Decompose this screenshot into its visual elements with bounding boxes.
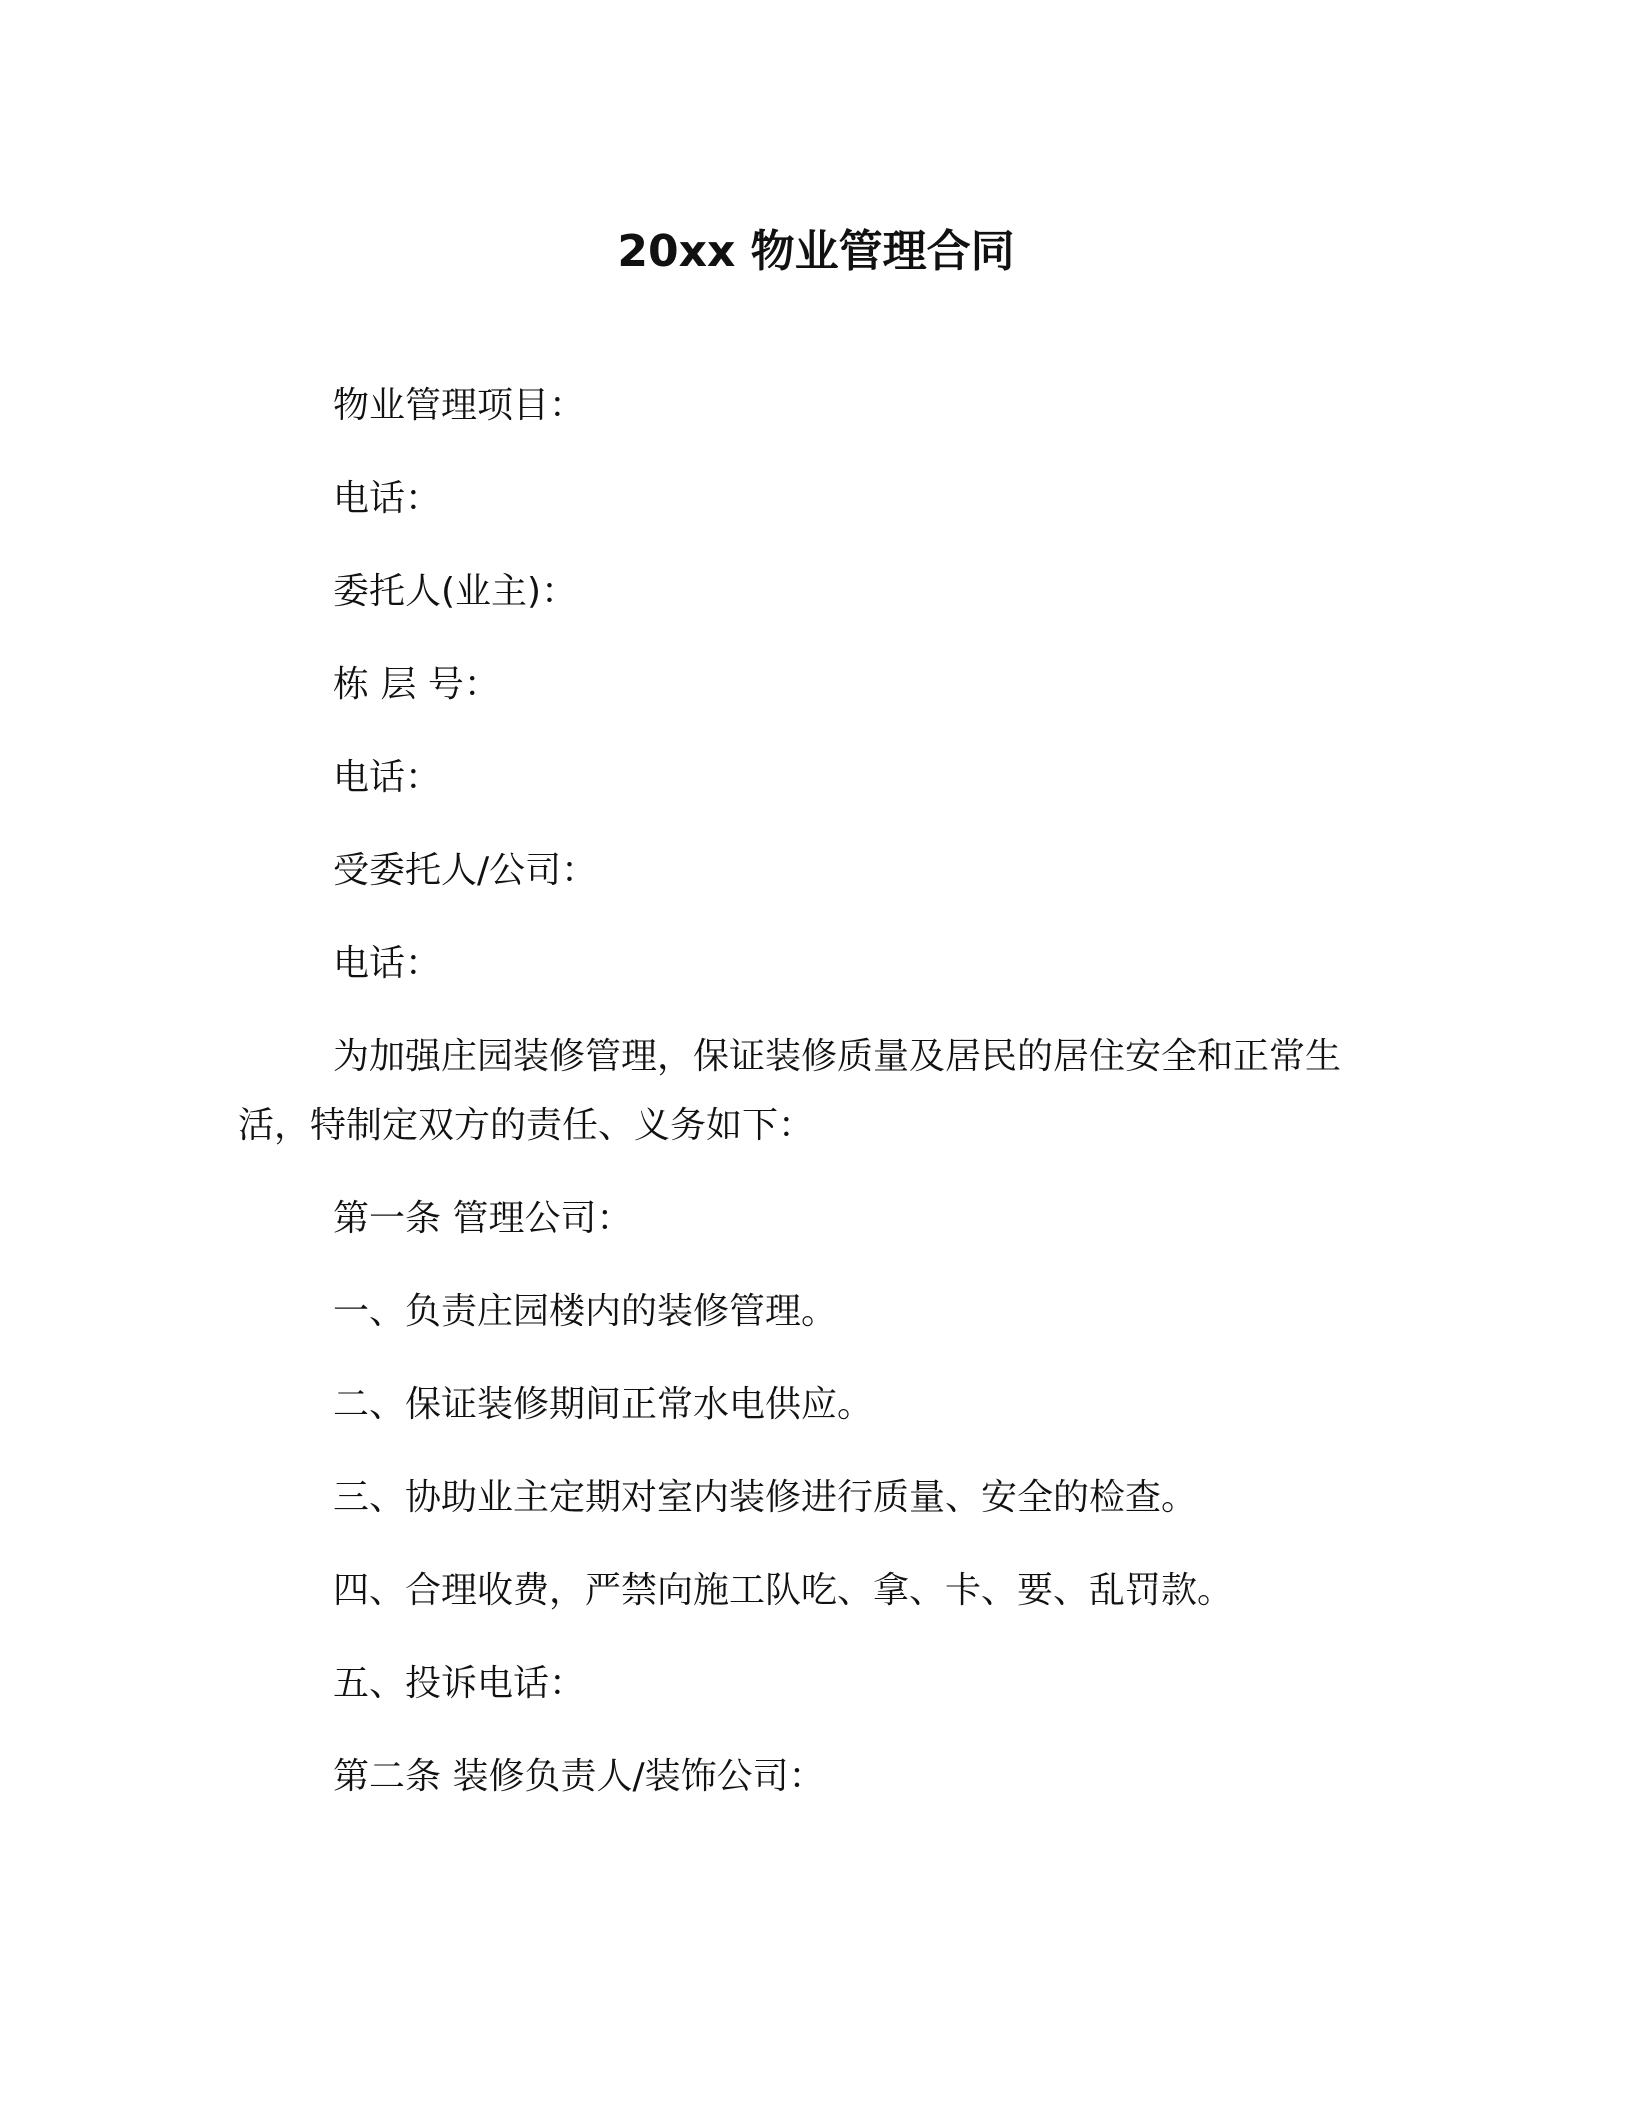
intro-paragraph-line-2: 活，特制定双方的责任、义务如下： xyxy=(238,1105,815,1146)
article-1-item-3: 三、协助业主定期对室内装修进行质量、安全的检查。 xyxy=(333,1477,1198,1518)
field-client-owner: 委托人(业主)： xyxy=(333,571,578,612)
field-property-project: 物业管理项目： xyxy=(333,385,586,426)
field-phone-2: 电话： xyxy=(333,757,442,798)
field-phone-3: 电话： xyxy=(333,943,442,984)
article-1-item-5: 五、投诉电话： xyxy=(333,1663,586,1704)
article-1-heading: 第一条 管理公司： xyxy=(333,1198,633,1239)
document-title: 20xx 物业管理合同 xyxy=(617,226,1015,277)
field-trustee-company: 受委托人/公司： xyxy=(333,850,598,891)
article-1-item-2: 二、保证装修期间正常水电供应。 xyxy=(333,1384,874,1425)
intro-paragraph-line-1: 为加强庄园装修管理，保证装修质量及居民的居住安全和正常生 xyxy=(333,1036,1342,1077)
article-1-item-4: 四、合理收费，严禁向施工队吃、拿、卡、要、乱罚款。 xyxy=(333,1570,1234,1611)
field-phone-1: 电话： xyxy=(333,478,442,519)
article-1-item-1: 一、负责庄园楼内的装修管理。 xyxy=(333,1291,838,1332)
field-building-floor-number: 栋 层 号： xyxy=(333,664,500,705)
article-2-heading: 第二条 装修负责人/装饰公司： xyxy=(333,1756,825,1797)
